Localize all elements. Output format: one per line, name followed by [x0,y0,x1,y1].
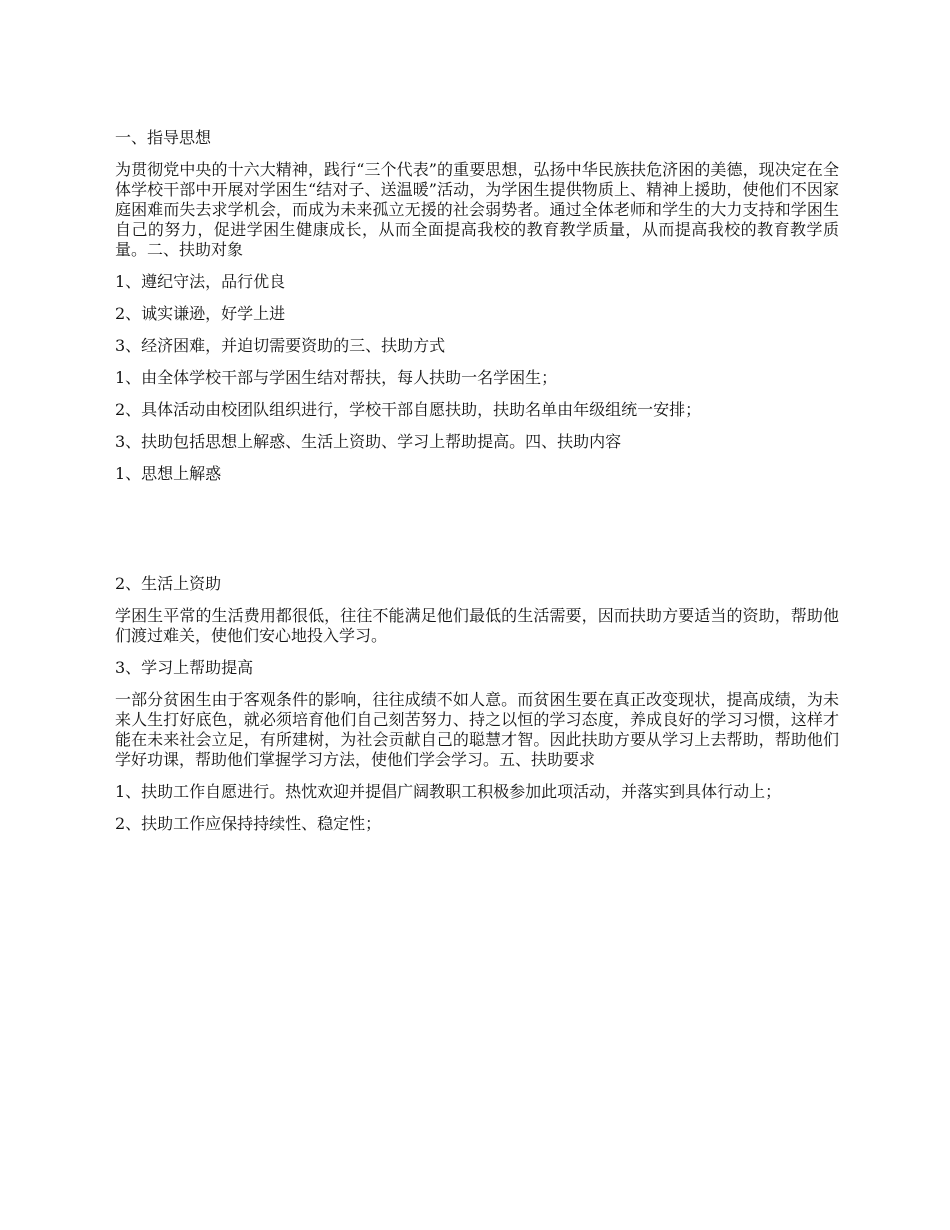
subheading-living-support: 2、生活上资助 [115,574,222,593]
list-item-method-1: 1、由全体学校干部与学困生结对帮扶，每人扶助一名学困生； [115,368,558,387]
list-item-target-1: 1、遵纪守法，品行优良 [115,272,286,291]
list-item-requirement-1: 1、扶助工作自愿进行。热忱欢迎并提倡广阔教职工积极参加此项活动，并落实到具体行动上； [115,782,782,801]
paragraph-guiding-ideology: 为贯彻党中央的十六大精神，践行“三个代表”的重要思想，弘扬中华民族扶危济困的美德，现决定在全体学校干部中开展对学困生“结对子、送温暖”活动，为学困生提供物质上、精神上援助，使他们不因家庭困难而失去求学机会，而成为未来孤立无援的社会弱势者。通过全体老师和学生的大力支持和学困生自己的努力，促进学困生健康成长，从而全面提高我校的教育教学质量，从而提高我校的教育教学质量。二、扶助对象 [115,160,839,259]
blank-space [115,496,839,574]
list-item-requirement-2: 2、扶助工作应保持持续性、稳定性； [115,814,382,833]
list-item-target-2: 2、诚实谦逊，好学上进 [115,304,286,323]
paragraph-living-support: 学困生平常的生活费用都很低，往往不能满足他们最低的生活需要，因而扶助方要适当的资助，帮助他们渡过难关，使他们安心地投入学习。 [115,606,839,645]
paragraph-study-help: 一部分贫困生由于客观条件的影响，往往成绩不如人意。而贫困生要在真正改变现状，提高成绩，为未来人生打好底色，就必须培育他们自己刻苦努力、持之以恒的学习态度，养成良好的学习习惯，这样才能在未来社会立足，有所建树，为社会贡献自己的聪慧才智。因此扶助方要从学习上去帮助，帮助他们学好功课，帮助他们掌握学习方法，使他们学会学习。五、扶助要求 [115,690,839,769]
list-item-target-3: 3、经济困难，并迫切需要资助的三、扶助方式 [115,336,446,355]
subheading-ideological-guidance: 1、思想上解惑 [115,464,222,483]
subheading-study-help: 3、学习上帮助提高 [115,658,254,677]
document-page [115,128,839,846]
list-item-method-2: 2、具体活动由校团队组织进行，学校干部自愿扶助，扶助名单由年级组统一安排； [115,400,702,419]
list-item-method-3: 3、扶助包括思想上解惑、生活上资助、学习上帮助提高。四、扶助内容 [115,432,622,451]
heading-guiding-ideology: 一、指导思想 [115,128,212,147]
